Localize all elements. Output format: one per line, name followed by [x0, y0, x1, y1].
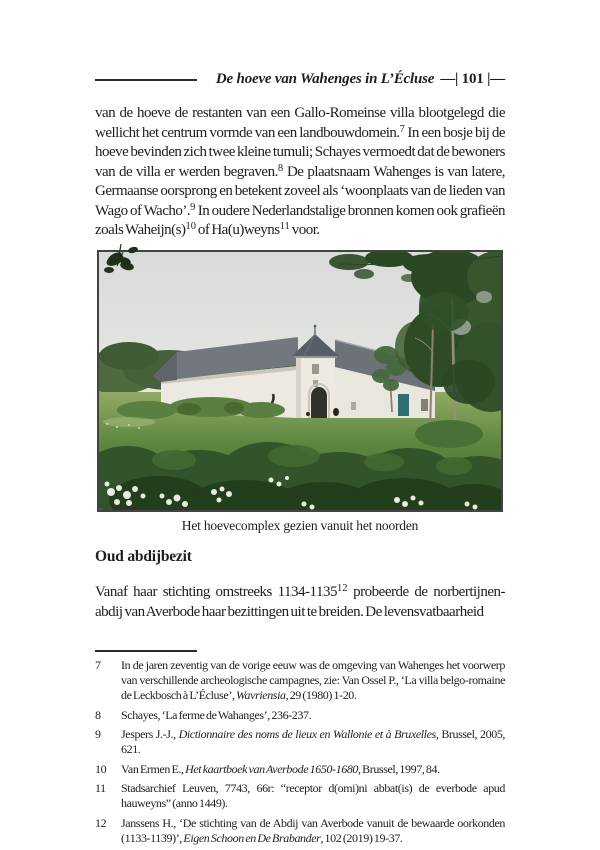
footnote-text: [121, 781, 505, 811]
footnote-7: [95, 658, 505, 703]
footnote-text-part: In de jaren zeventig van de vorige eeuw was de omgeving van Wahenges het voorwerp van verschillende archeologische campagnes, zie: Van Ossel P., ‘La villa belgo-romaine de Leckbosch à L’Écluse’,: [121, 658, 505, 702]
footnote-text-part: , Brussel, 2005, 621.: [121, 727, 506, 756]
footnote-ref-7: 7: [399, 123, 405, 135]
footnote-text-part: Schayes, ‘La ferme de Wahanges’, 236-237.: [121, 707, 312, 722]
footnote-9: [95, 727, 505, 757]
footnote-ref-10: 10: [185, 221, 196, 233]
running-title: De hoeve van Wahenges in L’Écluse: [215, 71, 435, 87]
paragraph-1-text: In oudere Nederlandstalige bronnen komen ook grafieën zoals Waheijn(s): [95, 202, 505, 238]
footnote-number: 9: [95, 727, 101, 741]
footnote-text-part: , 102 (2019) 19-37.: [320, 830, 403, 845]
page-number-marker: —| 101 |—: [440, 71, 505, 87]
arched-gate: [311, 387, 327, 418]
footnote-text-part: , 29 (1980) 1-20.: [285, 688, 357, 702]
footnote-11: [95, 781, 505, 811]
paragraph-1: [95, 104, 505, 241]
paragraph-1-text: of Ha(u)weyns: [195, 222, 280, 238]
header-rule: [95, 79, 197, 81]
footnote-text-part: , Brussel, 1997, 84.: [358, 761, 440, 776]
footnotes-block: [95, 658, 505, 850]
figure-caption: Het hoevecomplex gezien vanuit het noorden: [181, 518, 419, 533]
farm-complex-photo: [97, 250, 503, 512]
footnote-number: 8: [95, 707, 101, 722]
footnote-text: [121, 708, 505, 723]
footnote-italic-title: Het kaartboek van Averbode 1650-1680: [185, 761, 359, 776]
page-header: [95, 71, 505, 88]
footnote-text-part: Jespers J.-J.,: [121, 727, 179, 741]
footnote-text-part: Janssens H., ‘De stichting van de Abdij van Averbode vanuit de bewaarde oorkonden (1133-1139)’,: [121, 815, 505, 845]
footnote-separator-rule: [95, 650, 197, 652]
paragraph-2-text: probeerde de norbertijnen-abdij van Averbode haar bezittingen uit te breiden. De levensvatbaarheid: [95, 584, 505, 620]
footnote-12: [95, 816, 505, 846]
header-text: [207, 71, 505, 88]
paragraph-2-text: Vanaf haar stichting omstreeks 1134-1135: [95, 584, 337, 600]
paragraph-1-text: van de hoeve de restanten van een Gallo-Romeinse villa blootgelegd die wellicht het centrum vormde van een landbouwdomein.: [95, 105, 505, 141]
footnote-number: 11: [95, 781, 106, 795]
footnote-ref-11: 11: [279, 221, 290, 233]
farm-photo-illustration: [99, 252, 501, 510]
footnote-8: [95, 708, 505, 723]
paragraph-1-text: De plaatsnaam Wahenges is van latere, Germaanse oorsprong en betekent zoveel als ‘woonplaats van de lieden van Wago of Wacho’.: [95, 163, 505, 219]
teal-door: [398, 394, 409, 416]
paragraph-1-text: voor.: [289, 222, 320, 238]
footnote-text-part: Van Ermen E.,: [121, 761, 186, 776]
paragraph-1-text: In een bosje bij de hoeve bevinden zich twee kleine tumuli; Schayes vermoedt dat de bewoners van de villa er werden begraven.: [95, 124, 506, 180]
footnote-text-part: Stadsarchief Leuven, 7743, 66r: “receptor d(omi)ni abbat(is) de everbode apud hauweyns” (anno 1449).: [121, 781, 505, 810]
footnote-ref-9: 9: [190, 201, 196, 213]
overhanging-leaf-icon: [103, 244, 143, 266]
footnote-text: [121, 762, 505, 777]
footnote-italic-title: Dictionnaire des noms de lieux en Wallonie et à Bruxelles: [178, 727, 436, 741]
footnote-italic-title: Wavriensia: [236, 688, 286, 702]
paragraph-2: [95, 583, 505, 622]
footnote-number: 12: [95, 815, 107, 830]
footnote-number: 10: [95, 761, 107, 776]
footnote-text: [121, 727, 505, 757]
footnote-number: 7: [95, 658, 101, 672]
footnote-10: [95, 762, 505, 777]
section-heading: Oud abdijbezit: [95, 548, 192, 565]
footnote-ref-8: 8: [277, 162, 284, 174]
footnote-italic-title: Eigen Schoon en De Brabander: [183, 830, 321, 845]
footnote-text: [121, 658, 505, 703]
footnote-text: [121, 816, 505, 846]
footnote-ref-12: 12: [336, 583, 348, 595]
